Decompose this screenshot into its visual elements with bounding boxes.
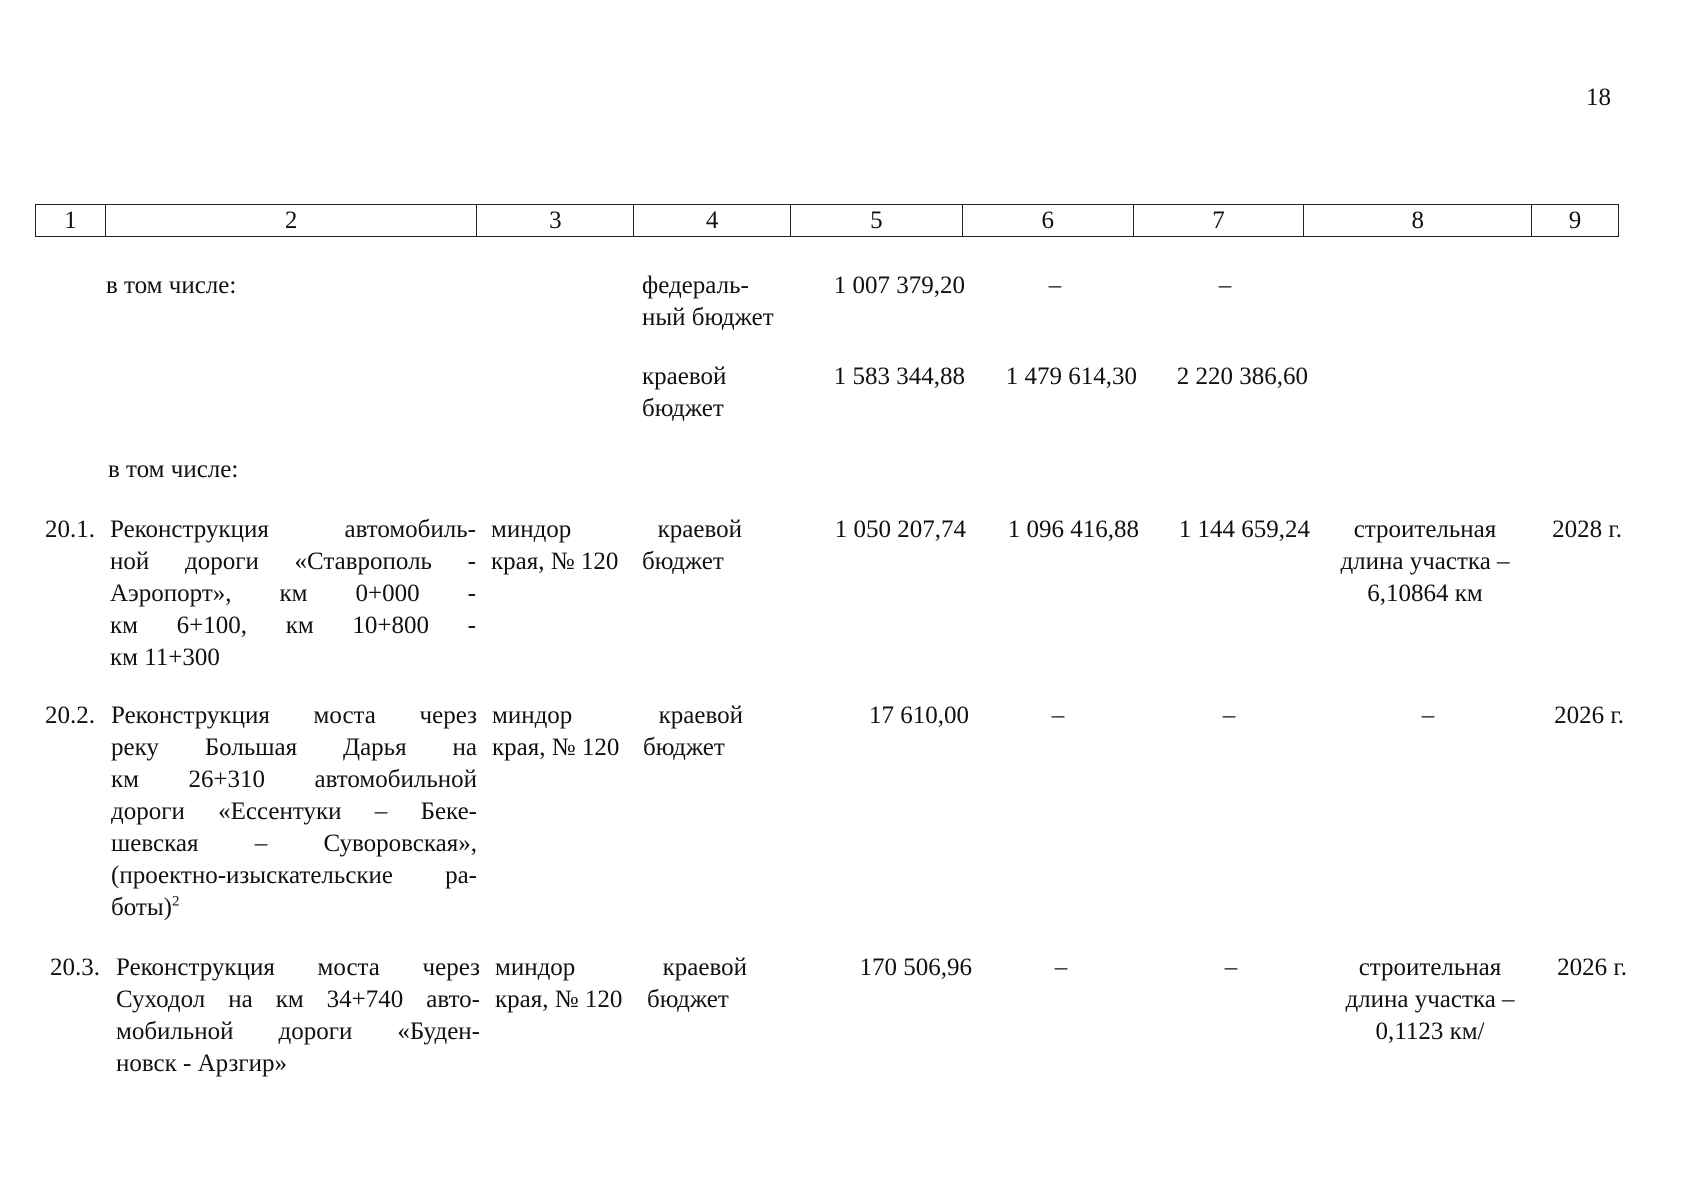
row-col5: 170 506,96 [859, 954, 972, 981]
row-budget: краевой бюджет [642, 516, 742, 575]
row-number: 20.1. [45, 516, 95, 543]
federal-col5: 1 007 379,20 [833, 272, 965, 299]
header-col-7: 7 [1134, 205, 1305, 236]
regional-col5: 1 583 344,88 [833, 363, 965, 390]
row-col9: 2026 г. [1557, 954, 1627, 981]
row-col5: 1 050 207,74 [834, 516, 966, 543]
federal-budget-label: федераль- ный бюджет [642, 272, 774, 331]
row-budget: краевой бюджет [643, 702, 743, 761]
header-col-3: 3 [477, 205, 634, 236]
row-col9: 2026 г. [1554, 702, 1624, 729]
header-col-6: 6 [963, 205, 1134, 236]
including-label: в том числе: [106, 272, 237, 299]
row-number: 20.3. [50, 954, 100, 981]
row-name: Реконструкция моста через реку Большая Дарья на км 26+310 автомобильной дороги «Ессентуки – Беке- шевская – Суворовская», (проектно-изыскательские ра- боты)$^2$ [111, 702, 477, 921]
regional-col7: 2 220 386,60 [1176, 363, 1308, 390]
including-label-2: в том числе: [108, 456, 239, 483]
header-col-5: 5 [791, 205, 963, 236]
header-col-1: 1 [36, 205, 106, 236]
row-col7: – [1224, 954, 1238, 981]
federal-col7: – [1218, 272, 1232, 299]
table-header [35, 204, 1619, 237]
row-executor: миндор края, № 120 [495, 954, 623, 1013]
row-col8: строительная длина участка – 0,1123 км/ [1345, 954, 1515, 1045]
row-budget: краевой бюджет [647, 954, 747, 1013]
header-col-2: 2 [106, 205, 478, 236]
row-col6: – [1051, 702, 1065, 729]
row-col6: – [1054, 954, 1068, 981]
regional-col6: 1 479 614,30 [1005, 363, 1137, 390]
row-executor: миндор края, № 120 [492, 702, 620, 761]
regional-budget-label: краевой бюджет [642, 363, 727, 422]
header-col-8: 8 [1304, 205, 1532, 236]
page-number: 18 [1586, 84, 1611, 111]
header-col-9: 9 [1568, 207, 1582, 234]
row-col6: 1 096 416,88 [1007, 516, 1139, 543]
header-col-4: 4 [634, 205, 791, 236]
row-name: Реконструкция автомобиль- ной дороги «Ставрополь - Аэропорт», км 0+000 - км 6+100, км 10+800 - км 11+300 [110, 516, 476, 671]
footnote-marker: 2 [171, 893, 180, 910]
row-col8: – [1421, 702, 1435, 729]
row-col8: строительная длина участка – 6,10864 км [1340, 516, 1510, 607]
row-name: Реконструкция моста через Суходол на км 34+740 авто- мобильной дороги «Буден- новск - Арзгир» [116, 954, 480, 1077]
federal-col6: – [1048, 272, 1062, 299]
row-number: 20.2. [45, 702, 95, 729]
row-executor: миндор края, № 120 [491, 516, 619, 575]
row-col7: – [1222, 702, 1236, 729]
row-col7: 1 144 659,24 [1178, 516, 1310, 543]
row-col5: 17 610,00 [869, 702, 969, 729]
row-col9: 2028 г. [1552, 516, 1622, 543]
